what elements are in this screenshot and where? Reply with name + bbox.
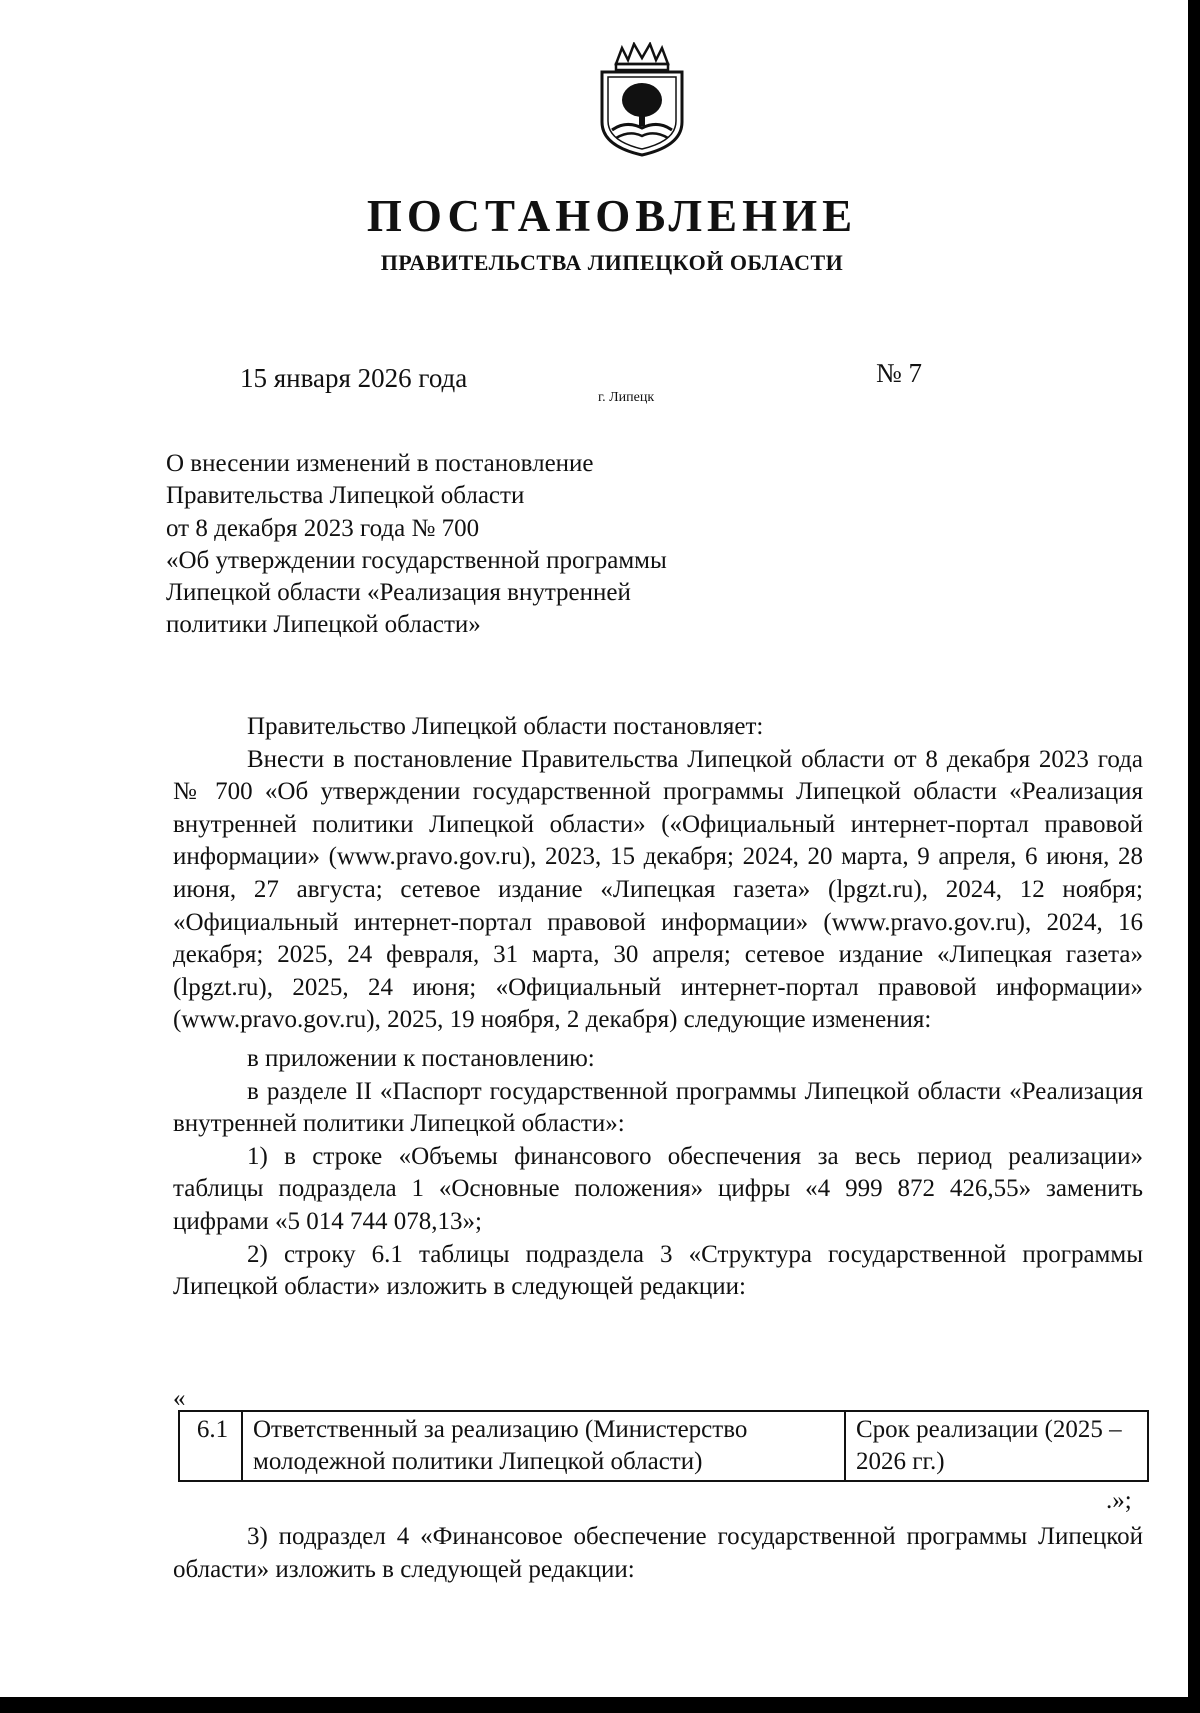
table-cell-number: 6.1 (179, 1411, 242, 1481)
document-heading (166, 448, 667, 642)
document-body (173, 711, 1143, 1304)
quote-close: .»; (1106, 1487, 1132, 1514)
heading-line: «Об утверждении государственной программы (166, 546, 667, 574)
heading-line: политики Липецкой области» (166, 611, 481, 639)
document-title: ПОСТАНОВЛЕНИЕ (366, 191, 858, 241)
paragraph-appendix: в приложении к постановлению: (247, 1044, 595, 1072)
paragraph-item-1: 1) в строке «Объемы финансового обеспечения за весь период реализации» таблицы подраздела 1 «Основные положения» цифры «4 999 872 426,55» заменить цифрами «5 014 744 078,13»; (173, 1142, 1143, 1235)
quote-open: « (173, 1385, 186, 1412)
paragraph-main: Внести в постановление Правительства Липецкой области от 8 декабря 2023 года № 700 «Об утверждении государственной программы Липецкой области «Реализация внутренней политики Липецкой области» («Официальный интернет-портал правовой информации» (www.pravo.gov.ru), 2023, 15 декабря; 2024, 20 марта, 9 апреля, 6 июня, 28 июня, 27 августа; сетевое издание «Липецкая газета» (lpgzt.ru), 2024, 12 ноября; «Официальный интернет-портал правовой информации» (www.pravo.gov.ru), 2024, 16 декабря; 2025, 24 февраля, 31 марта, 30 апреля; сетевое издание «Липецкая газета» (lpgzt.ru), 2025, 24 июня; «Официальный интернет-портал правовой информации» (www.pravo.gov.ru), 2025, 19 ноября, 2 декабря) следующие изменения: (173, 745, 1143, 1034)
paragraph-preamble: Правительство Липецкой области постановляет: (247, 713, 764, 740)
document-date: 15 января 2026 года (240, 363, 468, 393)
document-city: г. Липецк (598, 390, 655, 405)
heading-line: от 8 декабря 2023 года № 700 (166, 514, 480, 542)
table-cell-period: Срок реализации (2025 – 2026 гг.) (845, 1411, 1148, 1481)
document-body-continued (173, 1521, 1143, 1586)
table-row (179, 1411, 1148, 1481)
heading-line: Правительства Липецкой области (166, 482, 525, 510)
paragraph-item-2: 2) строку 6.1 таблицы подраздела 3 «Структура государственной программы Липецкой области» изложить в следующей редакции: (173, 1240, 1143, 1301)
document-number: № 7 (876, 358, 923, 388)
heading-line: Липецкой области «Реализация внутренней (166, 579, 631, 607)
table-cell-responsible: Ответственный за реализацию (Министерство молодежной политики Липецкой области) (242, 1411, 845, 1481)
heading-line: О внесении изменений в постановление (166, 450, 594, 477)
paragraph-item-3: 3) подраздел 4 «Финансовое обеспечение государственной программы Липецкой области» изложить в следующей редакции: (173, 1523, 1143, 1583)
coat-of-arms-icon (596, 42, 688, 157)
document-subtitle: ПРАВИТЕЛЬСТВА ЛИПЕЦКОЙ ОБЛАСТИ (380, 250, 844, 275)
structure-table (178, 1410, 1149, 1482)
scan-edge-right (1188, 0, 1200, 1713)
scan-edge-bottom (0, 1697, 1200, 1713)
paragraph-section: в разделе II «Паспорт государственной программы Липецкой области «Реализация внутренней политики Липецкой области»: (173, 1077, 1143, 1138)
